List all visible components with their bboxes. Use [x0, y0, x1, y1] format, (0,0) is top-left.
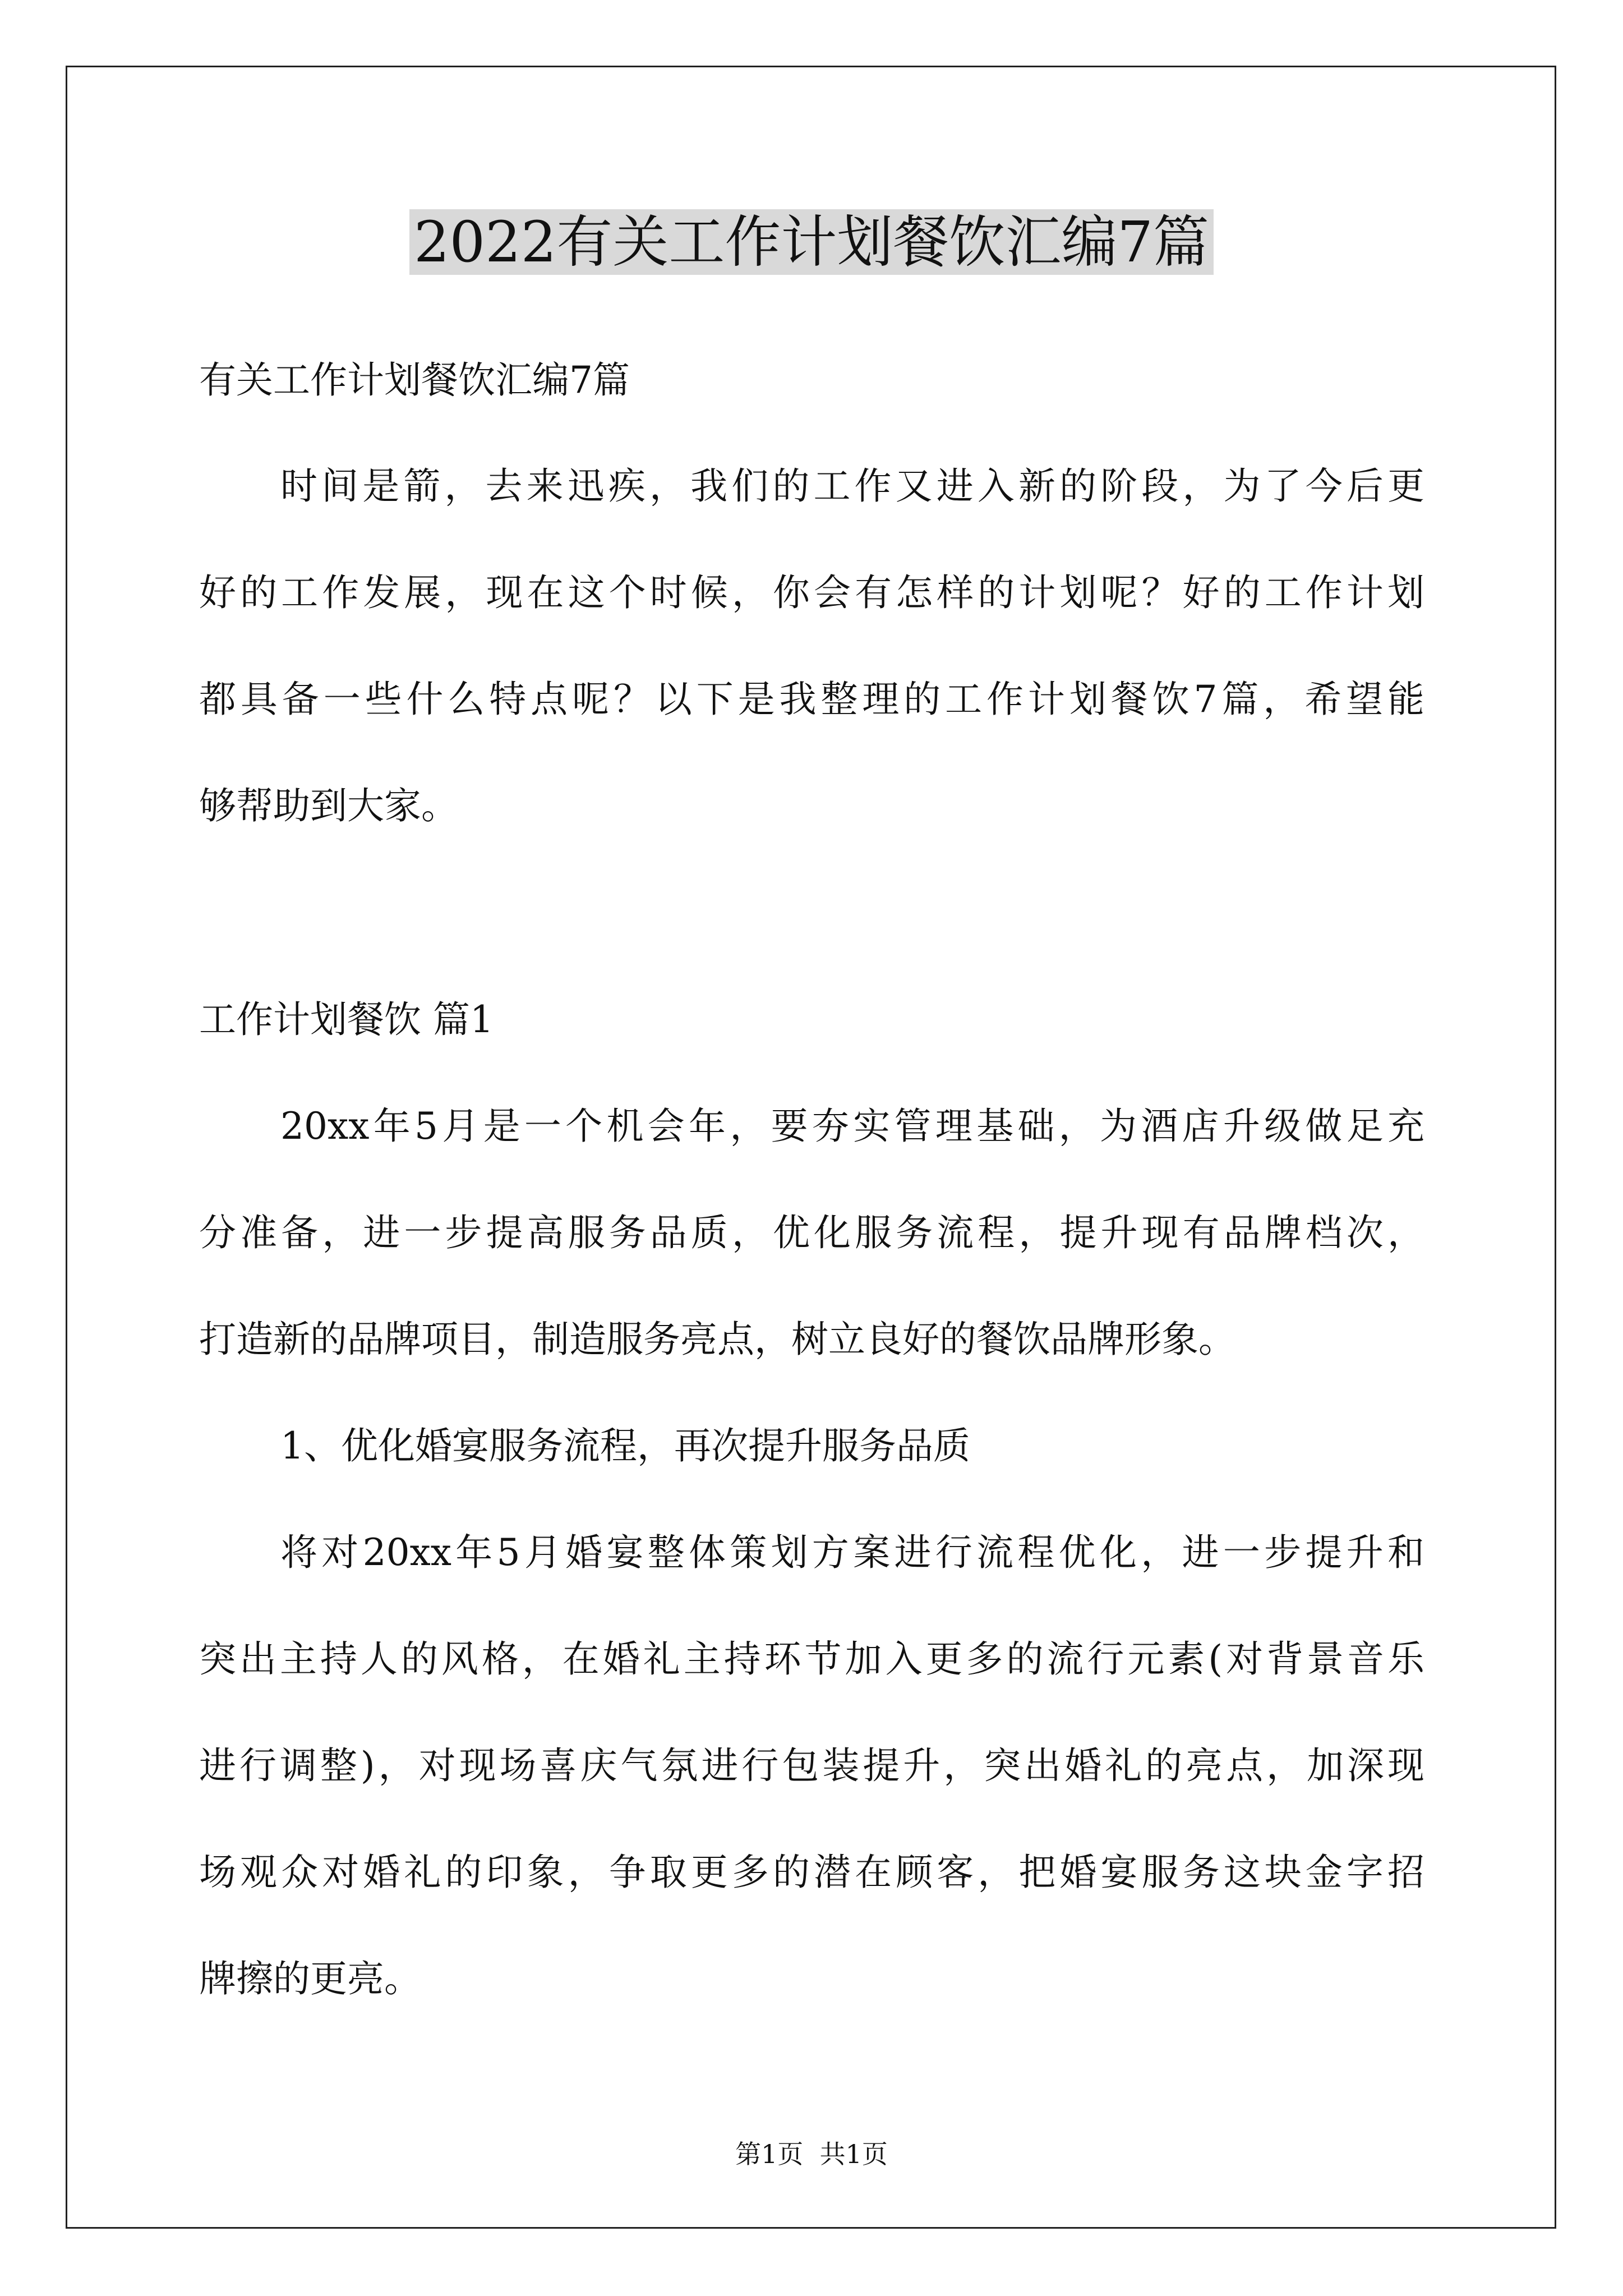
intro-line-1: 时间是箭，去来迅疾，我们的工作又进入新的阶段，为了今后更 — [280, 464, 1424, 508]
para2-line-2: 突出主持人的风格，在婚礼主持环节加入更多的流行元素(对背景音乐 — [199, 1637, 1424, 1681]
para1-line-1: 20xx年5月是一个机会年，要夯实管理基础，为酒店升级做足充 — [280, 1105, 1424, 1148]
item1-heading: 1、优化婚宴服务流程，再次提升服务品质 — [280, 1424, 970, 1467]
para1-line-3: 打造新的品牌项目，制造服务亮点，树立良好的餐饮品牌形象。 — [199, 1318, 1235, 1361]
section-heading: 工作计划餐饮 篇1 — [199, 998, 494, 1041]
intro-line-2: 好的工作发展，现在这个时候，你会有怎样的计划呢？好的工作计划 — [199, 571, 1424, 614]
document-title — [0, 203, 1623, 282]
para2-line-1: 将对20xx年5月婚宴整体策划方案进行流程优化，进一步提升和 — [280, 1531, 1424, 1574]
para1-line-2: 分准备，进一步提高服务品质，优化服务流程，提升现有品牌档次， — [199, 1211, 1424, 1254]
para2-line-3: 进行调整)，对现场喜庆气氛进行包装提升，突出婚礼的亮点，加深现 — [199, 1744, 1424, 1787]
intro-line-4: 够帮助到大家。 — [199, 784, 458, 827]
document-subtitle: 有关工作计划餐饮汇编7篇 — [199, 358, 630, 402]
page-footer: 第1页 共1页 — [735, 2139, 888, 2169]
para2-line-5: 牌擦的更亮。 — [199, 1957, 421, 2000]
document-title-text: 2022有关工作计划餐饮汇编7篇 — [409, 209, 1214, 275]
intro-line-3: 都具备一些什么特点呢？以下是我整理的工作计划餐饮7篇，希望能 — [199, 678, 1424, 721]
para2-line-4: 场观众对婚礼的印象，争取更多的潜在顾客，把婚宴服务这块金字招 — [199, 1851, 1424, 1894]
